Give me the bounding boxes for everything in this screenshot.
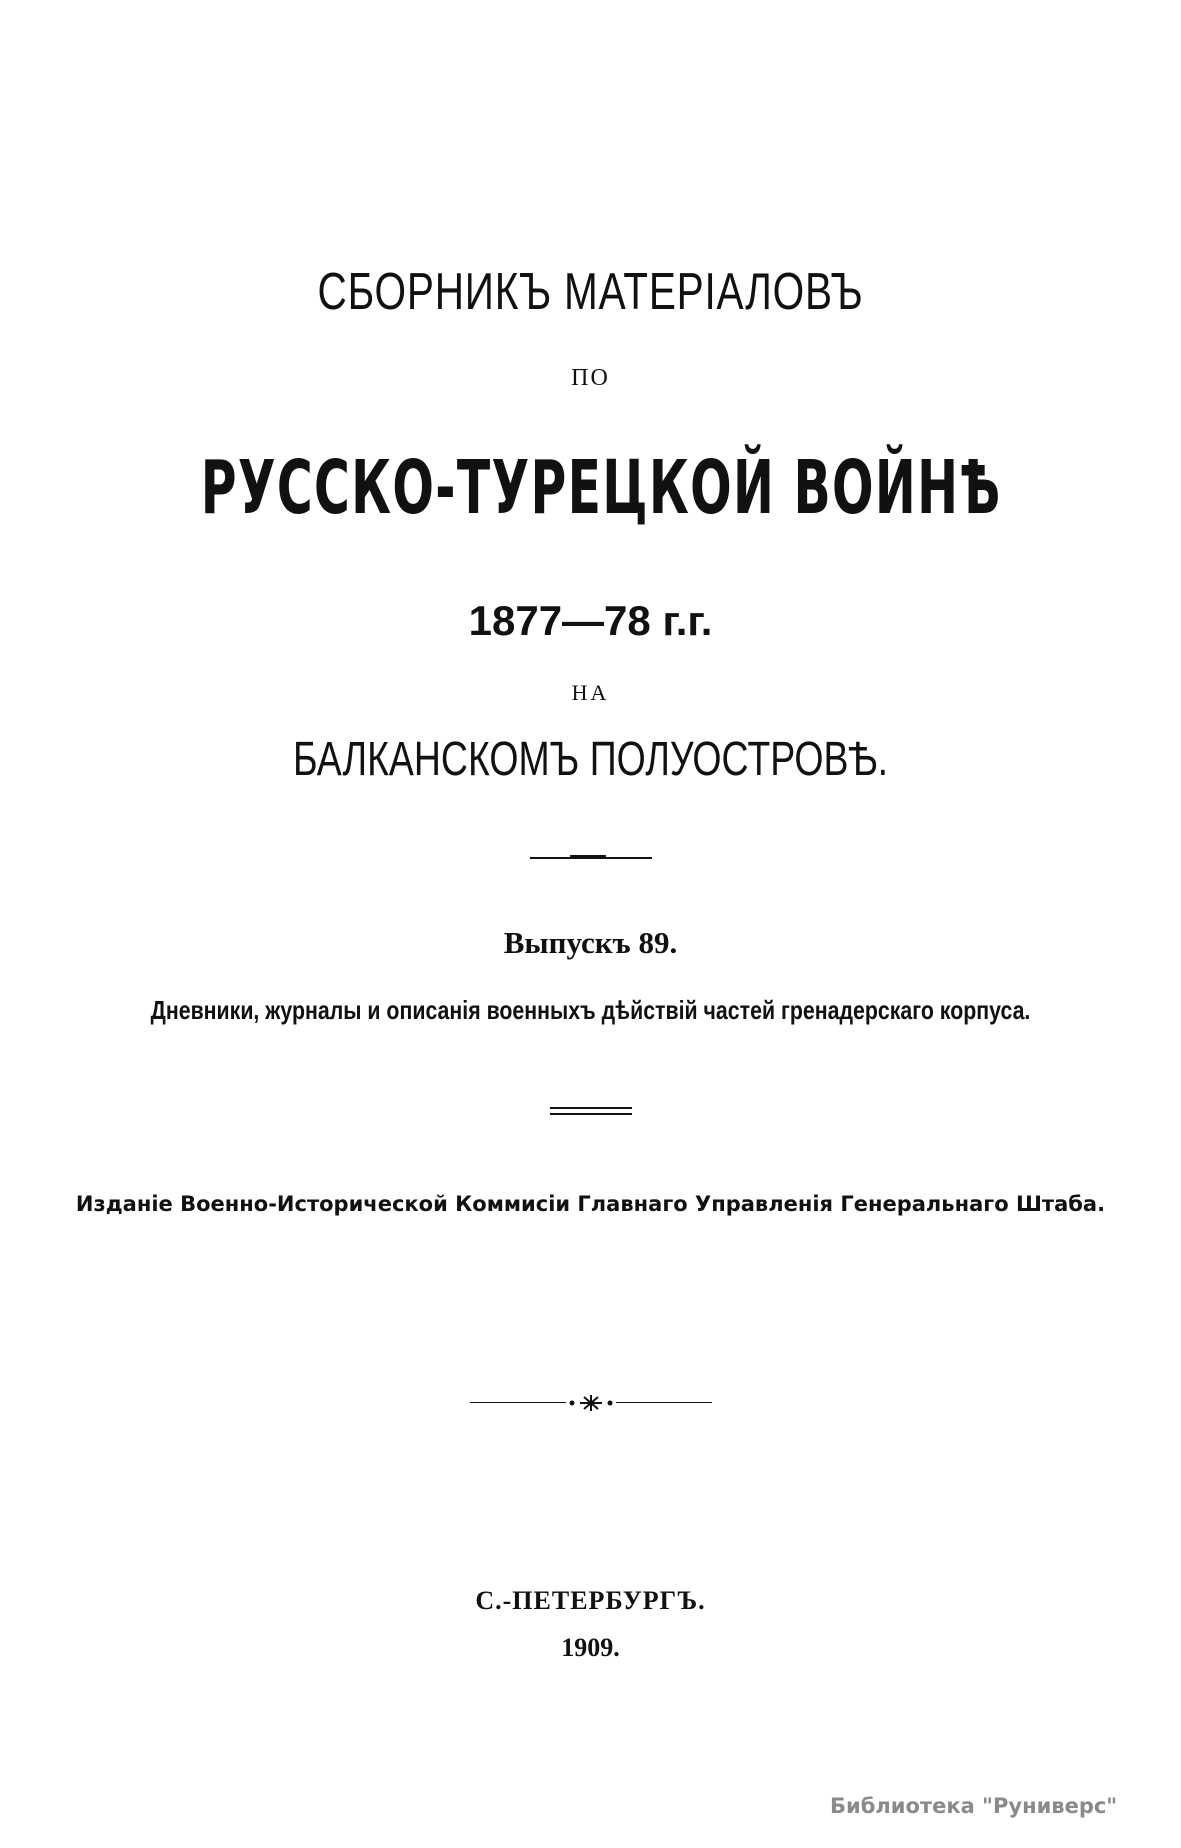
publisher-line: Изданіе Военно-Исторической Коммисіи Главнаго Управленія Генеральнаго Штаба. xyxy=(75,1192,1106,1216)
ornament-icon xyxy=(566,1392,616,1414)
issue-number: Выпускъ 89. xyxy=(503,925,678,960)
publication-city: С.-ПЕТЕРБУРГЪ. xyxy=(475,1586,706,1615)
title-line-3: БАЛКАНСКОМЪ ПОЛУОСТРОВѢ. xyxy=(293,733,888,786)
title-connector-po: ПО xyxy=(571,365,610,391)
title-line-1: СБОРНИКЪ МАТЕРІАЛОВЪ xyxy=(317,263,864,321)
title-years: 1877—78 г.г. xyxy=(468,597,713,644)
library-watermark: Библиотека "Руниверс" xyxy=(830,1794,1118,1818)
publication-year: 1909. xyxy=(561,1633,620,1662)
title-line-2: РУССКО-ТУРЕЦКОЙ ВОЙНѢ xyxy=(200,445,1002,531)
issue-subtitle: Дневники, журналы и описанія военныхъ дѣйствій частей гренадерскаго корпуса. xyxy=(150,995,1031,1025)
title-connector-na: НА xyxy=(571,680,610,705)
